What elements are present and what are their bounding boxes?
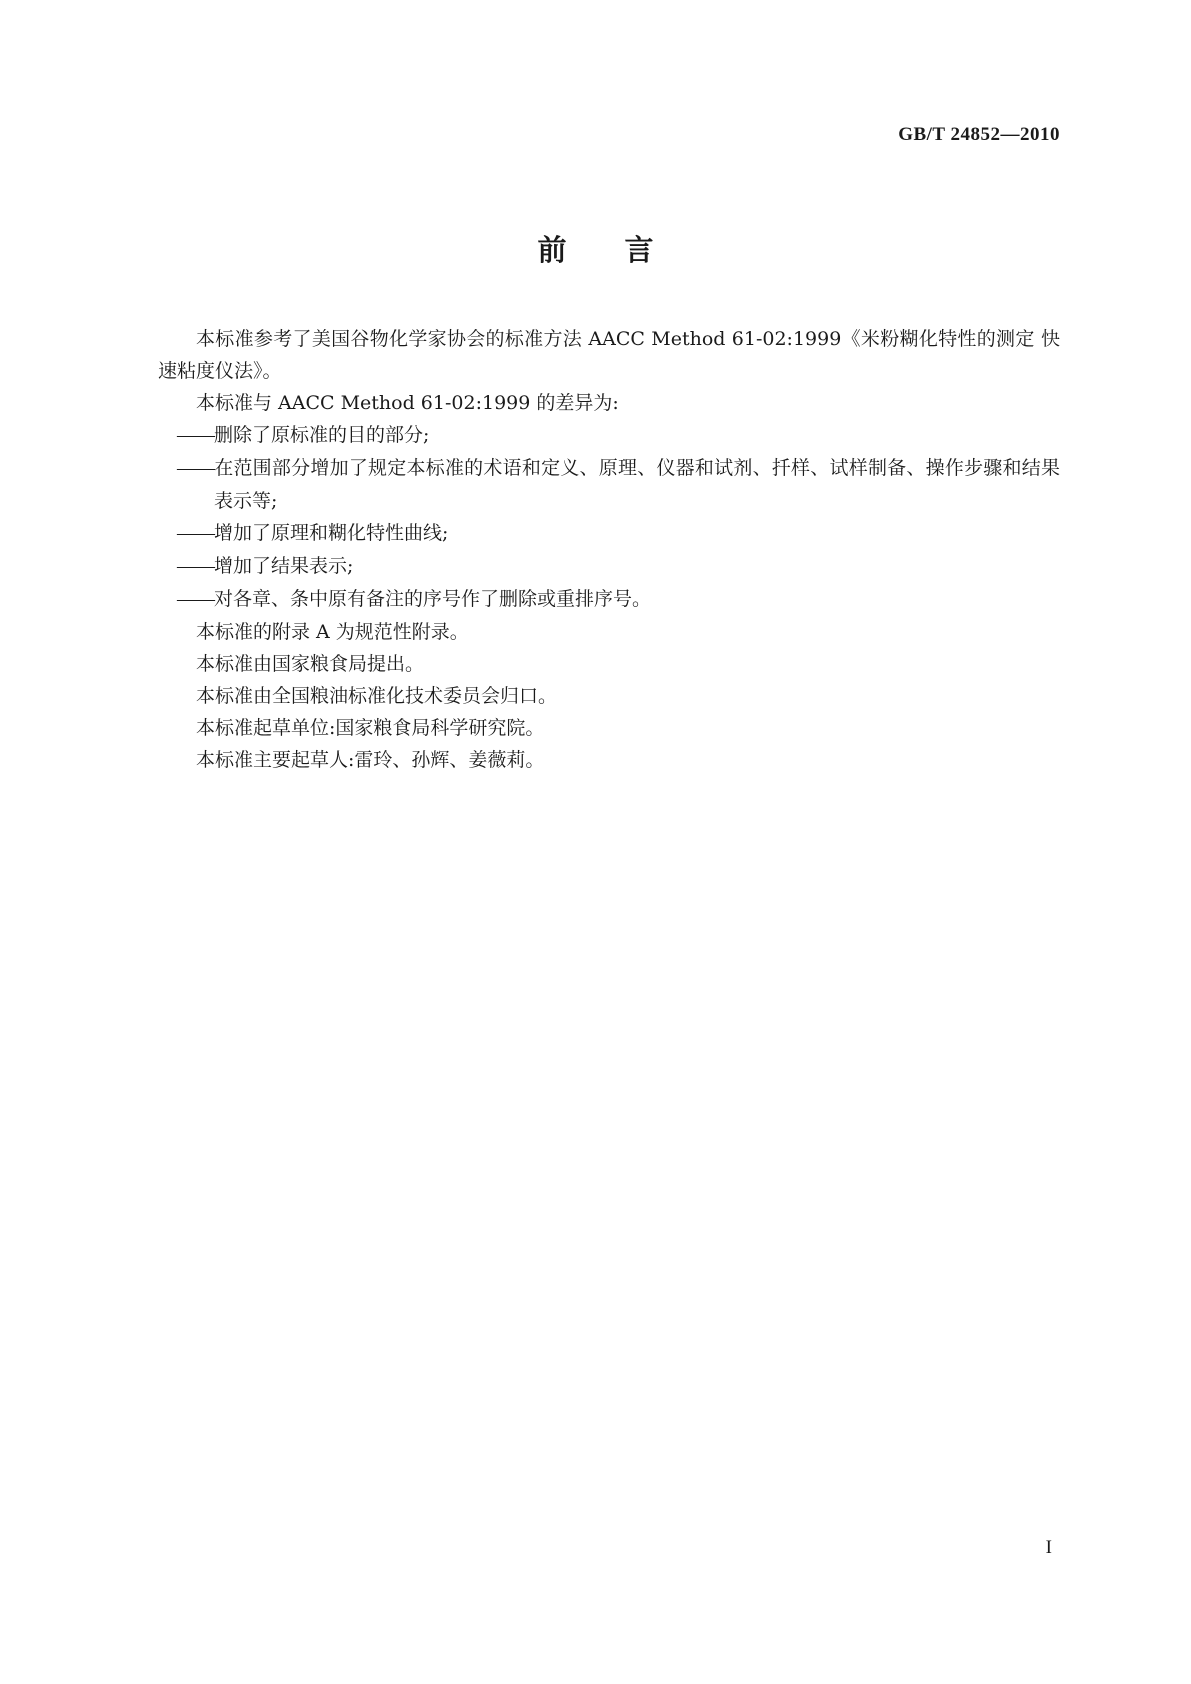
paragraph-reference: 本标准参考了美国谷物化学家协会的标准方法 AACC Method 61-02:1999《米粉糊化特性的测定 快速粘度仪法》。 [158,328,1060,382]
list-item [158,517,1060,550]
paragraph-annex: 本标准的附录 A 为规范性附录。 [196,621,469,643]
list-item [158,419,1060,452]
list-item-text: 增加了结果表示; [214,555,354,577]
paragraph-centralized-by: 本标准由全国粮油标准化技术委员会归口。 [196,685,558,707]
dash-marker: —— [177,556,215,577]
list-item [158,550,1060,583]
list-item [158,583,1060,616]
dash-marker: —— [177,523,215,544]
list-item [158,452,1060,517]
list-item-text: 对各章、条中原有备注的序号作了删除或重排序号。 [214,588,652,610]
dash-marker: —— [177,589,215,610]
page-number: I [1045,1537,1052,1558]
list-item-text: 删除了原标准的目的部分; [214,424,430,446]
paragraph-proposed-by: 本标准由国家粮食局提出。 [196,653,425,675]
page-title: 前言 [537,233,712,267]
paragraph-drafters: 本标准主要起草人:雷玲、孙辉、姜薇莉。 [196,749,545,771]
paragraph-drafting-unit: 本标准起草单位:国家粮食局科学研究院。 [196,717,545,739]
paragraph-differences-intro: 本标准与 AACC Method 61-02:1999 的差异为: [196,392,619,414]
foreword-body [158,323,1060,776]
dash-marker: —— [177,458,215,479]
dash-marker: —— [177,425,215,446]
list-item-text: 增加了原理和糊化特性曲线; [214,522,449,544]
list-item-text: 在范围部分增加了规定本标准的术语和定义、原理、仪器和试剂、扦样、试样制备、操作步骤和结果表示等; [214,457,1060,512]
standard-number: GB/T 24852—2010 [898,124,1060,145]
